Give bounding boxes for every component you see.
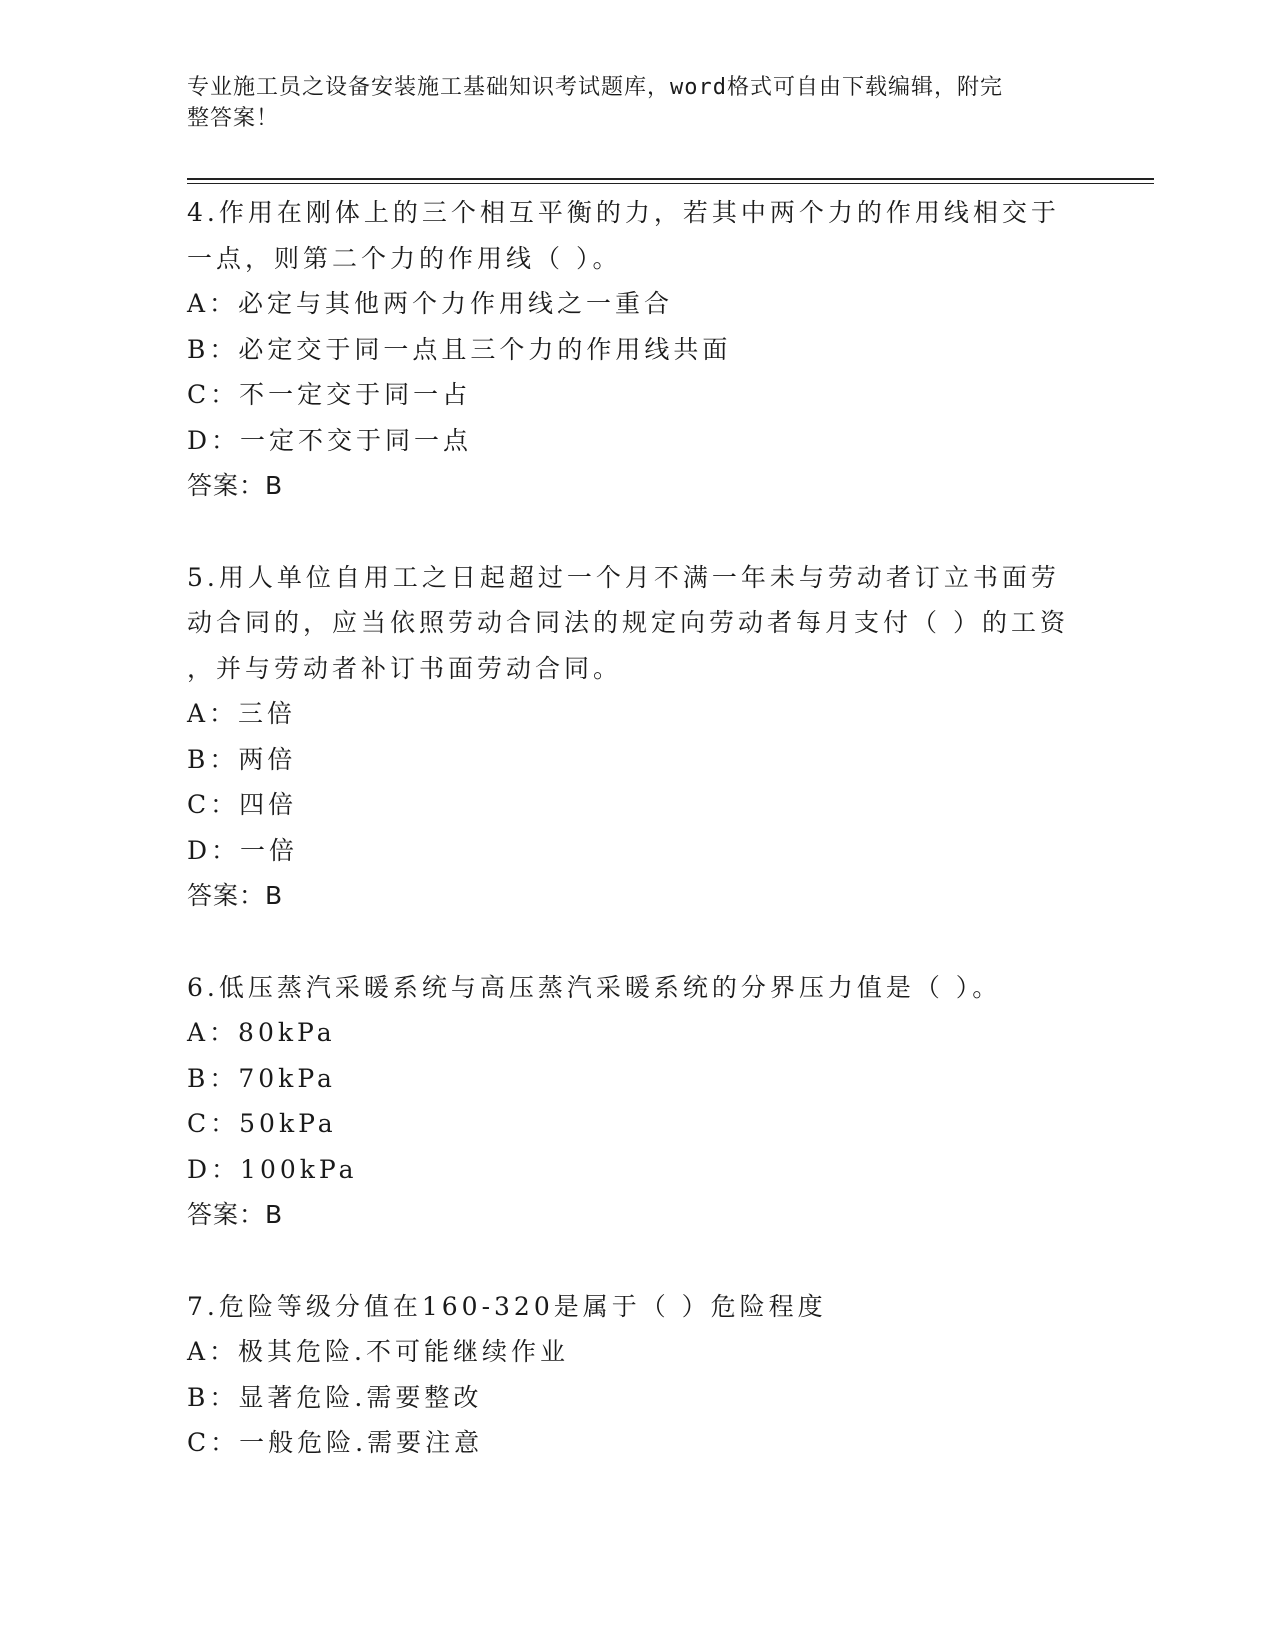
- answer-key: 答案：B: [187, 881, 284, 910]
- answer-option: C：一般危险.需要注意: [187, 1428, 484, 1457]
- header-line-1: 专业施工员之设备安装施工基础知识考试题库，word格式可自由下载编辑，附完: [187, 75, 1003, 100]
- question-stem-line: 4.作用在刚体上的三个相互平衡的力，若其中两个力的作用线相交于: [187, 198, 1060, 227]
- document-header: [187, 72, 1067, 134]
- header-line-2: 整答案！: [187, 106, 280, 131]
- question-stem-line: 动合同的，应当依照劳动合同法的规定向劳动者每月支付（ ）的工资: [187, 608, 1069, 637]
- header-divider-top: [187, 178, 1154, 180]
- answer-option: B：显著危险.需要整改: [187, 1382, 483, 1412]
- answer-option: D：一定不交于同一点: [187, 425, 473, 455]
- header-divider-bottom: [187, 183, 1154, 184]
- answer-key: 答案：B: [187, 471, 284, 500]
- answer-option: A：三倍: [187, 699, 297, 728]
- answer-option: B：两倍: [187, 744, 297, 774]
- question-stem-line: 7.危险等级分值在160-320是属于（ ）危险程度: [187, 1291, 827, 1321]
- question-stem-line: 一点，则第二个力的作用线（ ）。: [187, 243, 622, 273]
- answer-option: B：必定交于同一点且三个力的作用线共面: [187, 334, 732, 364]
- question-spacer: [187, 919, 1087, 965]
- answer-option: D：100kPa: [187, 1154, 358, 1184]
- question-spacer: [187, 509, 1087, 555]
- answer-option: C：不一定交于同一占: [187, 380, 472, 409]
- answer-option: B：70kPa: [187, 1063, 336, 1093]
- answer-option: D：一倍: [187, 835, 299, 865]
- question-block: [187, 190, 1087, 509]
- question-stem-line: ，并与劳动者补订书面劳动合同。: [187, 653, 623, 683]
- question-stem-line: 6.低压蒸汽采暖系统与高压蒸汽采暖系统的分界压力值是（ ）。: [187, 972, 1002, 1002]
- question-spacer: [187, 1238, 1087, 1284]
- question-block: [187, 555, 1087, 919]
- answer-key: 答案：B: [187, 1200, 284, 1229]
- answer-option: A：80kPa: [187, 1018, 336, 1047]
- answer-option: C：四倍: [187, 790, 298, 819]
- answer-option: A：极其危险.不可能继续作业: [187, 1337, 570, 1366]
- question-list: [187, 190, 1087, 1466]
- question-block: [187, 965, 1087, 1238]
- question-stem-line: 5.用人单位自用工之日起超过一个月不满一年未与劳动者订立书面劳: [187, 562, 1060, 592]
- answer-option: A：必定与其他两个力作用线之一重合: [187, 289, 674, 318]
- answer-option: C：50kPa: [187, 1109, 337, 1138]
- question-block: [187, 1284, 1087, 1466]
